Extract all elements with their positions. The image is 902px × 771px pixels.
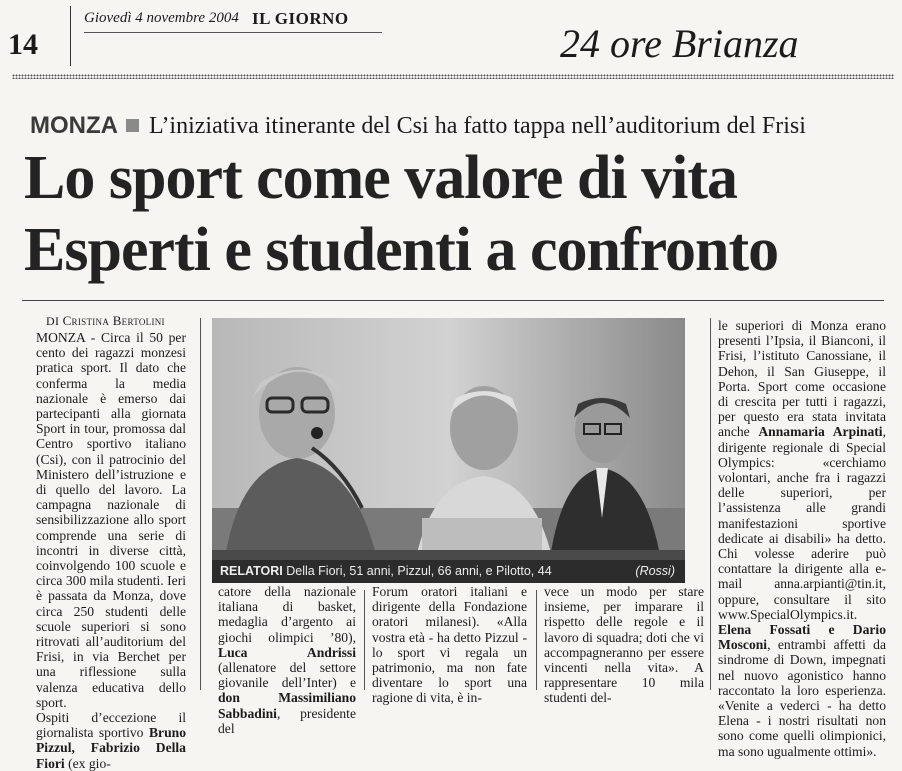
person-name: don Massimiliano Sabbadini [218, 690, 356, 721]
article-column-2 [218, 584, 356, 736]
column-divider [710, 318, 711, 690]
article-column-3 [372, 584, 527, 706]
headline-line-2: Esperti e studenti a confronto [24, 216, 779, 284]
header-underline [84, 32, 382, 33]
headline-rule [22, 300, 884, 301]
person-name: Bruno Pizzul, [36, 725, 186, 756]
section-title: 24 ore Brianza [560, 21, 799, 66]
text-run: , dirigente regionale di Special Olympics: «cerchiamo volontari, anche fra i ragazzi delle superiori, per l’assistenza alle grandi manifestazioni sportive dedicate ai disabili» ha detto. Chi volesse aderire può contattare la dirigente alla e-mail anna.arpianti@tin.it, oppure, consultare il sito [718, 424, 886, 607]
issue-date: Giovedì 4 novembre 2004 [84, 10, 239, 26]
photo-image [212, 318, 685, 583]
paragraph: vece un modo per stare insieme, per imparare il rispetto delle regole e il lavoro di squadra; doti che vi accompagneranno per essere vincenti nella vita». A rappresentare 10 mila studenti del- [544, 584, 704, 706]
column-divider [200, 318, 201, 690]
headline-line-1: Lo sport come valore di vita [24, 144, 738, 212]
paragraph [36, 710, 186, 771]
paragraph [718, 318, 886, 759]
page-number: 14 [8, 28, 38, 61]
text-run: , presidente del [218, 705, 356, 736]
byline-prefix: DI [46, 314, 60, 328]
square-bullet-icon [126, 119, 139, 132]
person-name: Luca Andrissi [218, 644, 356, 660]
byline [46, 313, 165, 329]
caption-text: Della Fiori, 51 anni, Pizzul, 66 anni, e Pilotto, 44 [286, 564, 552, 578]
photo [212, 318, 685, 583]
person-name: Elena Fossati e Dario Mosconi [718, 622, 886, 653]
column-divider [364, 590, 365, 690]
newspaper-name: IL GIORNO [252, 9, 349, 28]
text-run: le superiori di Monza erano presenti l’Ipsia, il Bianconi, il Frisi, l’istituto Canossiane, il Dehon, il San Giuseppe, il Porta. Sport come occasione di crescita per tutti i ragazzi, per questo era stata invitata anche [718, 318, 886, 440]
byline-author: Cristina Bertolini [62, 313, 165, 328]
header-dotted-rule [12, 74, 894, 79]
article-column-5 [718, 318, 886, 759]
paragraph [218, 584, 356, 736]
text-run: (allenatore del settore giovanile dell’Inter) e [218, 660, 356, 691]
header-divider [70, 6, 71, 66]
kicker-text: L’iniziativa itinerante del Csi ha fatto tappa nell’auditorium del Frisi [148, 113, 806, 139]
article-column-1 [36, 330, 186, 771]
headline [24, 142, 778, 286]
photo-credit: (Rossi) [635, 564, 675, 578]
photo-caption [212, 560, 685, 583]
caption-label: RELATORI [220, 564, 283, 578]
text-run: (ex gio- [68, 755, 111, 771]
paragraph: Forum oratori italiani e dirigente della Fondazione oratori milanesi). «Alla vostra età - ha detto Pizzul - lo sport vi regala un patrimonio, ma non fate diventare lo sport una ragione di vita, è in- [372, 584, 527, 706]
kicker-place: MONZA [30, 112, 118, 139]
person-name: Fabrizio Della Fiori [36, 740, 186, 771]
paragraph: MONZA - Circa il 50 per cento dei ragazzi monzesi pratica sport. Il dato che conferma la media nazionale è emerso dai partecipanti alla giornata Sport in tour, promossa dal Centro sportivo italiano (Csi), con il patrocinio del Ministero dell’istruzione e di quello del lavoro. La campagna nazionale di sensibilizzazione allo sport comprende una serie di incontri in diverse città, coinvolgendo 100 scuole e circa 300 mila studenti. Ieri è passata da Monza, dove circa 250 studenti delle scuole superiori si sono ritrovati all’auditorium del Frisi, in via Berchet per una riflessione sulla valenza educativa dello sport. [36, 330, 186, 710]
website: www.SpecialOlympics.it. [718, 606, 858, 622]
text-run: catore della nazionale italiana di basket, medaglia d’argento ai giochi olimpici ’80), [218, 584, 356, 645]
article-column-4 [544, 584, 704, 706]
text-run: Ospiti d’eccezione il giornalista sportivo [36, 710, 186, 741]
person-name: Annamaria Arpinati [758, 424, 883, 440]
kicker [30, 112, 806, 140]
column-divider [536, 590, 537, 690]
text-run: , entrambi affetti da sindrome di Down, impegnati nel nuovo agonistico hanno raccontato la loro esperienza. «Venite a vederci - ha detto Elena - i nostri risultati non sono come quelli olimpionici, ma sono ugualmente ottimi». [718, 637, 886, 759]
